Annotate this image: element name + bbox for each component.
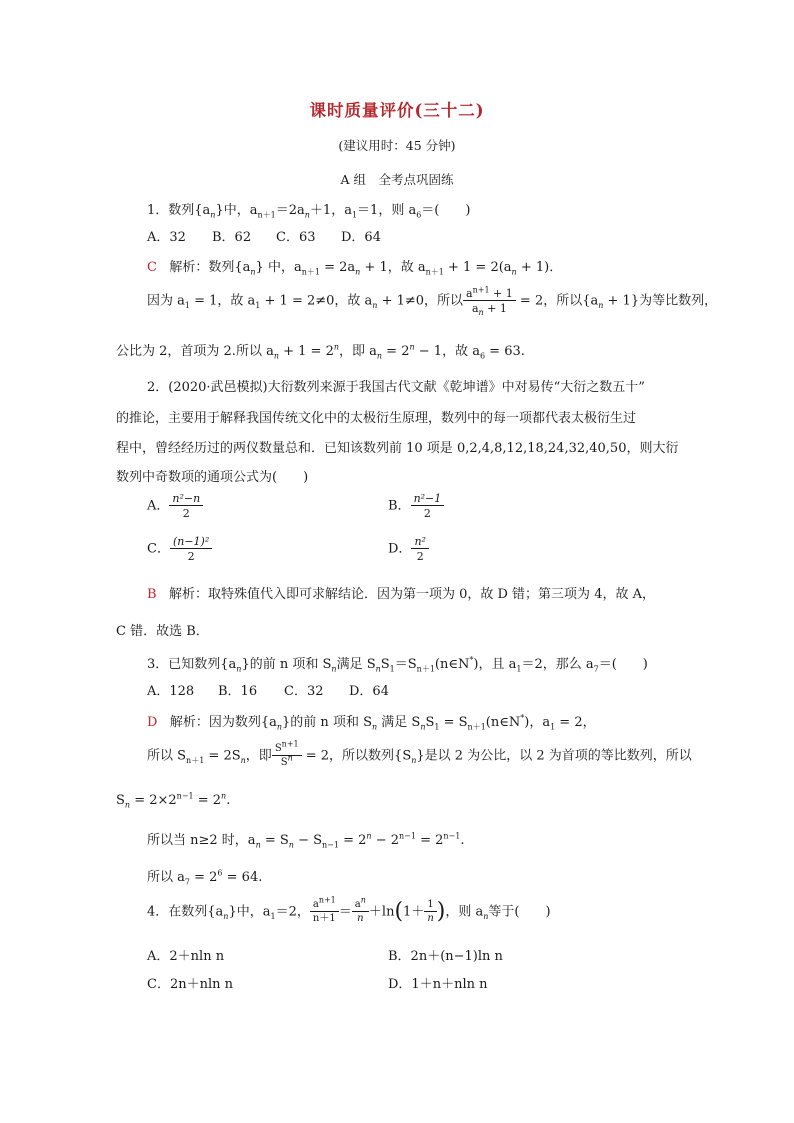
q4-option-d: D．1＋n＋nln n [388,977,488,992]
q3-solution-line5: 所以 $a_7 = 2^6 = 64$. [147,868,263,887]
q2-line4: 数列中奇数项的通项公式为( ) [116,470,309,485]
q1-solution-line1: C 解析：数列$\{a_n\}$ 中，$a_{n+1} = 2a_n + 1$，故 $a_{n+1} + 1 = 2(a_n + 1)$． [147,260,563,277]
q2-option-c: C． $\frac{\text{(n−1)²}}{2}$ [147,536,212,562]
q2-line1: 2．(2020·武邑模拟)大衍数列来源于我国古代文献《乾坤谱》中对易传“大衍之数五十” [147,380,645,395]
q1-answer: C [147,260,157,275]
q4-fraction-1: $\frac{a^{n+1}}{n+1}$ [310,900,339,924]
q2-solution-line1: B 解析：取特殊值代入即可求解结论．因为第一项为 0，故 D 错；第三项为 4，故 A， [147,587,655,602]
q2-option-a: A． $\frac{\text{n²−n}}{2}$ [147,493,203,519]
q1-stem: 1．数列$\{a_n\}$中，$a_{n+1}=2a_n+1$，$a_1=1$，则 $a_6=$( ) [147,203,471,220]
q3-solution-line4: 所以当 n≥2 时，$a_n = S_n - S_{n-1} = 2^n - 2^{n-1} = 2^{n-1}$. [147,831,465,850]
q3-option-b: B．16 [218,684,258,699]
q2-line3: 程中，曾经经历过的两仪数量总和．已知该数列前 10 项是 0,2,4,8,12,18,24,32,40,50，则大衍 [116,441,679,456]
q1-solution-line3: 公比为 2，首项为 2.所以 $a_n + 1 = 2^n$，即 $a_n = 2^n - 1$，故 $a_6 = 63$. [116,342,525,361]
q3-option-c: C．32 [284,684,324,699]
q1-solution-line2: 因为 $a_1 = 1$，故 $a_1 + 1 = 2\ne 0$，故 $a_n + 1\ne 0$，所以 $\frac{a^{n+1} + 1}{a_n + 1}$ = 2，所以$\{a_n + 1\}$为等比数列， [147,285,718,318]
q1-ratio-fraction: $\frac{a^{n+1} + 1}{a_n + 1}$ [463,288,516,314]
q2-line2: 的推论，主要用于解释我国传统文化中的太极衍生原理，数列中的每一项都代表太极衍生过 [116,411,637,426]
suggested-time: (建议用时：45 分钟) [338,138,456,153]
q4-stem: 4．在数列$\{a_n\}$中，$a_1=2$， $\frac{a^{n+1}}{n+1}$ ＝ $\frac{a^n}{n}$ ＋ln(1＋ $\frac{1}{n}$ )，则 $a_n$等于( ) [147,895,551,924]
q2-answer: B [147,587,157,602]
q3-solution-line1: D 解析：因为数列$\{a_n\}$的前 n 项和 $S_n$ 满足 $S_nS_1$ = $S_{n+1}(n\in N^*)$，$a_1 = 2$， [147,713,596,732]
q4-option-a: A．2＋nln n [147,949,225,964]
q4-fraction-2: $\frac{a^n}{n}$ [352,900,369,924]
q4-fraction-3: $\frac{1}{n}$ [424,900,436,924]
q3-ratio-fraction: $\frac{S^{n+1}}{S^n}$ [272,744,302,768]
q4-option-c: C．2n＋nln n [147,977,233,992]
q3-option-a: A．128 [147,684,195,699]
q2-solution-line2: C 错．故选 B． [116,624,209,639]
q3-option-d: D．64 [349,684,389,699]
q3-solution-line3: $S_n = 2\times 2^{n-1} = 2^n$. [116,791,231,810]
q1-option-d: D．64 [341,230,381,245]
q2-option-d: D． $\frac{\text{n²}}{2}$ [388,536,429,562]
q1-option-a: A．32 [147,230,186,245]
q4-option-b: B．2n＋(n−1)ln n [388,949,503,964]
section-heading: A 组 全考点巩固练 [340,172,454,187]
q3-solution-line2: 所以 $S_{n+1} = 2S_n$，即 $\frac{S^{n+1}}{S^n}$ = 2，所以数列$\{S_n\}$是以 2 为公比，以 2 为首项的等比数列，所以 [147,739,692,768]
q3-answer: D [147,715,158,730]
q2-option-b: B． $\frac{\text{n²−1}}{2}$ [388,493,444,519]
q1-option-b: B．62 [212,230,252,245]
page-title: 课时质量评价(三十二) [309,101,485,120]
q3-stem: 3．已知数列$\{a_n\}$的前 n 项和 $S_n$满足 $S_nS_1=S_{n+1}(n\in N^*)$，且 $a_1=2$，那么 $a_7=$( ) [147,655,648,674]
q1-option-c: C．63 [276,230,316,245]
